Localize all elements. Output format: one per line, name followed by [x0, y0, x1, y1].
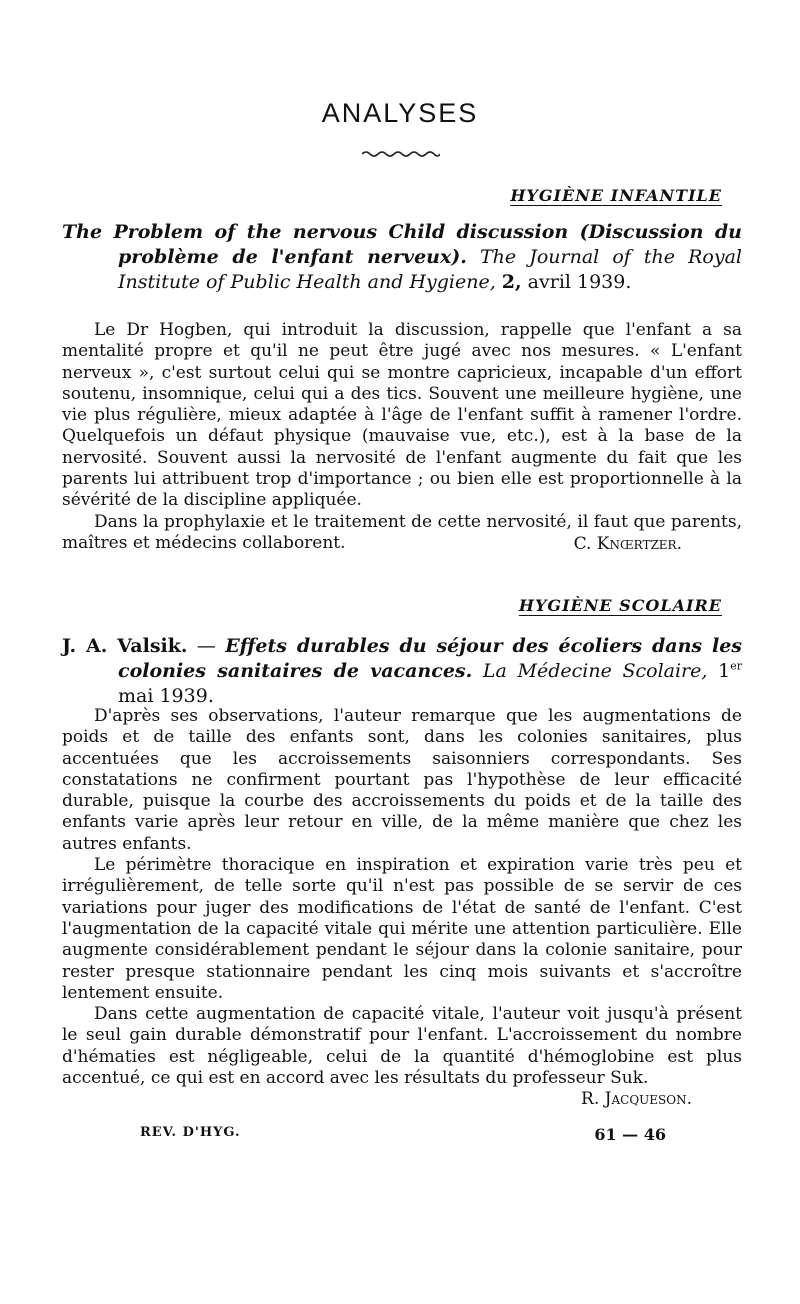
paragraph: Dans cette augmentation de capacité vitale, l'auteur voit jusqu'à présent le seul gain durable démonstratif pour l'enfant. L'accroissement du nombre d'hématies est négligeable, celui de la quantité d'hémoglobine est plus accentué, ce qui est en accord avec les résultats du professeur Suk.: [62, 1004, 742, 1089]
reference-journal: La Médecine Scolaire,: [482, 660, 708, 682]
reference-volume: 2,: [501, 271, 522, 293]
paragraph: Dans la prophylaxie et le traitement de cette nervosité, il faut que parents, maîtres et médecins collaborent.: [62, 511, 742, 553]
reference-title: Effets durables du séjour des écoliers dans les colonies sanitaires de vacances.: [118, 635, 742, 682]
section-heading-hygiene-infantile: HYGIÈNE INFANTILE: [510, 186, 722, 205]
article-body-2: [62, 706, 742, 1111]
signature: C. Knœrtzer.: [573, 534, 682, 555]
reference-author: J. A. Valsik.: [62, 635, 188, 657]
reference-title: The Problem of the nervous Child discussion (Discussion du problème de l'enfant nerveux).: [62, 221, 742, 268]
reference-journal: The Journal of the Royal Institute of Public Health and Hygiene,: [118, 246, 742, 293]
reference-date: avril 1939.: [527, 271, 632, 293]
paragraph: Le Dr Hogben, qui introduit la discussion, rappelle que l'enfant a sa mentalité propre et qu'il ne peut être jugé avec nos mesures. « L'enfant nerveux », c'est surtout celui qui se montre capricieux, incapable d'un effort soutenu, insomnique, celui qui a des tics. Souvent une meilleure hygiène, une vie plus régulière, mieux adaptée à l'âge de l'enfant suffit à ramener l'ordre. Quelquefois un défaut physique (mauvaise vue, etc.), est à la base de la nervosité. Souvent aussi la nervosité de l'enfant augmente du fait que les parents lui attribuent trop d'importance ; ou bien elle est proportionnelle à la sévérité de la discipline appliquée.: [62, 320, 742, 511]
journal-abbreviation: REV. D'HYG.: [140, 1125, 241, 1140]
article-body-1: [62, 320, 742, 556]
reference-1: [62, 220, 742, 295]
reference-2: J. A. Valsik. — Effets durables du séjour des écoliers dans les colonies sanitaires de vacances. La Médecine Scolaire, 1er mai 1939.: [62, 635, 742, 707]
reference-date: 1er mai 1939.: [118, 659, 742, 707]
signature: R. Jacqueson.: [581, 1089, 692, 1110]
page-number: 61 — 46: [594, 1125, 666, 1144]
paragraph: D'après ses observations, l'auteur remarque que les augmentations de poids et de taille des enfants sont, dans les colonies sanitaires, plus accentuées que les accroissements saisonniers correspondants. Ses constatations ne confirment pourtant pas l'hypothèse de leur efficacité durable, puisque la courbe des accroissements du poids et de la taille des enfants varie après leur retour en ville, de la même manière que chez les autres enfants.: [62, 706, 742, 854]
paragraph: Le périmètre thoracique en inspiration et expiration varie très peu et irrégulièrement, de telle sorte qu'il n'est pas possible de se servir de ces variations pour juger des modifications de l'état de santé de l'enfant. C'est l'augmentation de la capacité vitale qui mérite une attention particulière. Elle augmente considérablement pendant le séjour dans la colonie sanitaire, pour rester presque stationnaire pendant les cinq mois suivants et s'accroître lentement ensuite.: [62, 855, 742, 1003]
section-heading-hygiene-scolaire: HYGIÈNE SCOLAIRE: [518, 596, 722, 615]
title-ornament: [362, 150, 440, 158]
page-title: ANALYSES: [321, 98, 479, 128]
